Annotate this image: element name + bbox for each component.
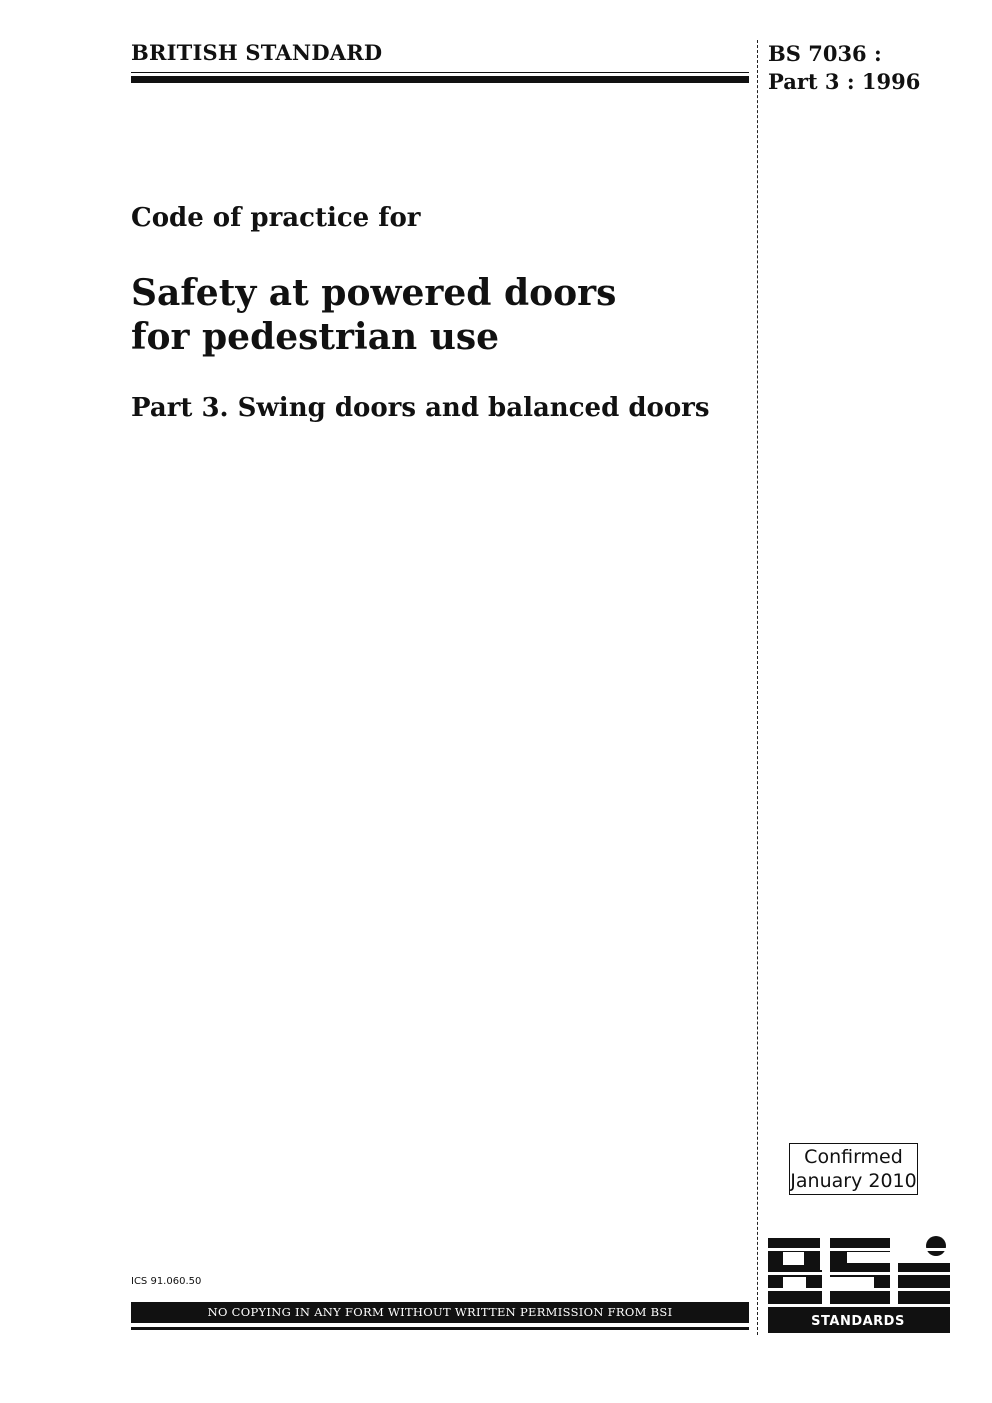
standard-number-line-1: BS 7036 :	[768, 41, 882, 66]
part-title: Part 3. Swing doors and balanced doors	[131, 393, 710, 423]
header-rule	[131, 76, 749, 83]
confirmed-stamp-line-1: Confirmed	[804, 1146, 903, 1168]
margin-divider	[757, 40, 758, 1335]
bsi-logo-letter-i	[898, 1236, 950, 1304]
footer-rule	[131, 1327, 749, 1330]
bsi-logo-letter-b	[768, 1238, 822, 1304]
confirmed-stamp	[789, 1143, 918, 1195]
copyright-banner: NO COPYING IN ANY FORM WITHOUT WRITTEN PERMISSION FROM BSI	[131, 1302, 749, 1323]
header-thin-rule	[131, 72, 749, 73]
document-title-line-2: for pedestrian use	[131, 316, 500, 358]
document-title	[131, 271, 741, 359]
bsi-logo-tagline: STANDARDS	[811, 1314, 905, 1329]
confirmed-stamp-line-2: January 2010	[790, 1170, 917, 1192]
standard-number-line-2: Part 3 : 1996	[768, 69, 921, 94]
document-subtitle: Code of practice for	[131, 203, 421, 233]
document-title-line-1: Safety at powered doors	[131, 272, 617, 314]
standard-label: BRITISH STANDARD	[131, 40, 383, 65]
ics-code: ICS 91.060.50	[131, 1276, 202, 1287]
standard-number	[768, 40, 920, 96]
bsi-standards-logo	[768, 1236, 950, 1333]
bsi-logo-letter-s	[830, 1238, 890, 1304]
